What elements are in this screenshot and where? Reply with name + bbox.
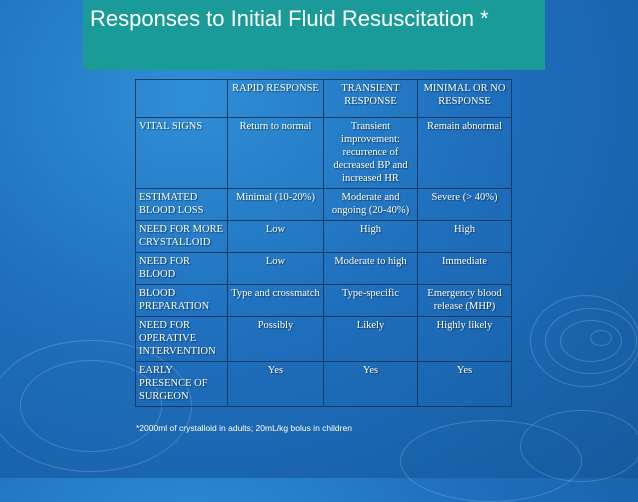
table-cell: Yes [228, 362, 324, 407]
ripple-decoration [590, 330, 612, 346]
table-cell: High [418, 221, 512, 253]
table-cell: High [324, 221, 418, 253]
table-cell: Low [228, 253, 324, 285]
table-cell: Type-specific [324, 285, 418, 317]
table-cell: Return to normal [228, 118, 324, 189]
table-header-cell: MINIMAL OR NO RESPONSE [418, 80, 512, 118]
table-cell: Immediate [418, 253, 512, 285]
table-cell: Yes [418, 362, 512, 407]
row-label: NEED FOR OPERATIVE INTERVENTION [136, 317, 228, 362]
table-row [136, 189, 512, 221]
fluid-response-table [135, 79, 512, 407]
table-header-cell: RAPID RESPONSE [228, 80, 324, 118]
row-label: BLOOD PREPARATION [136, 285, 228, 317]
table-row [136, 285, 512, 317]
table-cell: Transient improvement: recurrence of decreased BP and increased HR [324, 118, 418, 189]
table-header-cell [136, 80, 228, 118]
table-cell: Moderate to high [324, 253, 418, 285]
table-cell: Remain abnormal [418, 118, 512, 189]
ripple-decoration [520, 410, 638, 482]
table-cell: Emergency blood release (MHP) [418, 285, 512, 317]
table-row [136, 118, 512, 189]
row-label: EARLY PRESENCE OF SURGEON [136, 362, 228, 407]
row-label: ESTIMATED BLOOD LOSS [136, 189, 228, 221]
table-row [136, 362, 512, 407]
table-row [136, 253, 512, 285]
table-cell: Type and crossmatch [228, 285, 324, 317]
table-cell: Possibly [228, 317, 324, 362]
slide-title: Responses to Initial Fluid Resuscitation * [90, 6, 489, 31]
ripple-decoration [530, 295, 638, 387]
row-label: NEED FOR MORE CRYSTALLOID [136, 221, 228, 253]
table-row [136, 221, 512, 253]
table-cell: Minimal (10-20%) [228, 189, 324, 221]
table-cell: Moderate and ongoing (20-40%) [324, 189, 418, 221]
row-label: VITAL SIGNS [136, 118, 228, 189]
table-row [136, 317, 512, 362]
table-cell: Highly likely [418, 317, 512, 362]
table-cell: Likely [324, 317, 418, 362]
footnote: *2000ml of crystalloid in adults; 20mL/kg bolus in children [136, 423, 352, 433]
table-header-row [136, 80, 512, 118]
row-label: NEED FOR BLOOD [136, 253, 228, 285]
table-header-cell: TRANSIENT RESPONSE [324, 80, 418, 118]
table-cell: Severe (> 40%) [418, 189, 512, 221]
table-cell: Yes [324, 362, 418, 407]
table-cell: Low [228, 221, 324, 253]
